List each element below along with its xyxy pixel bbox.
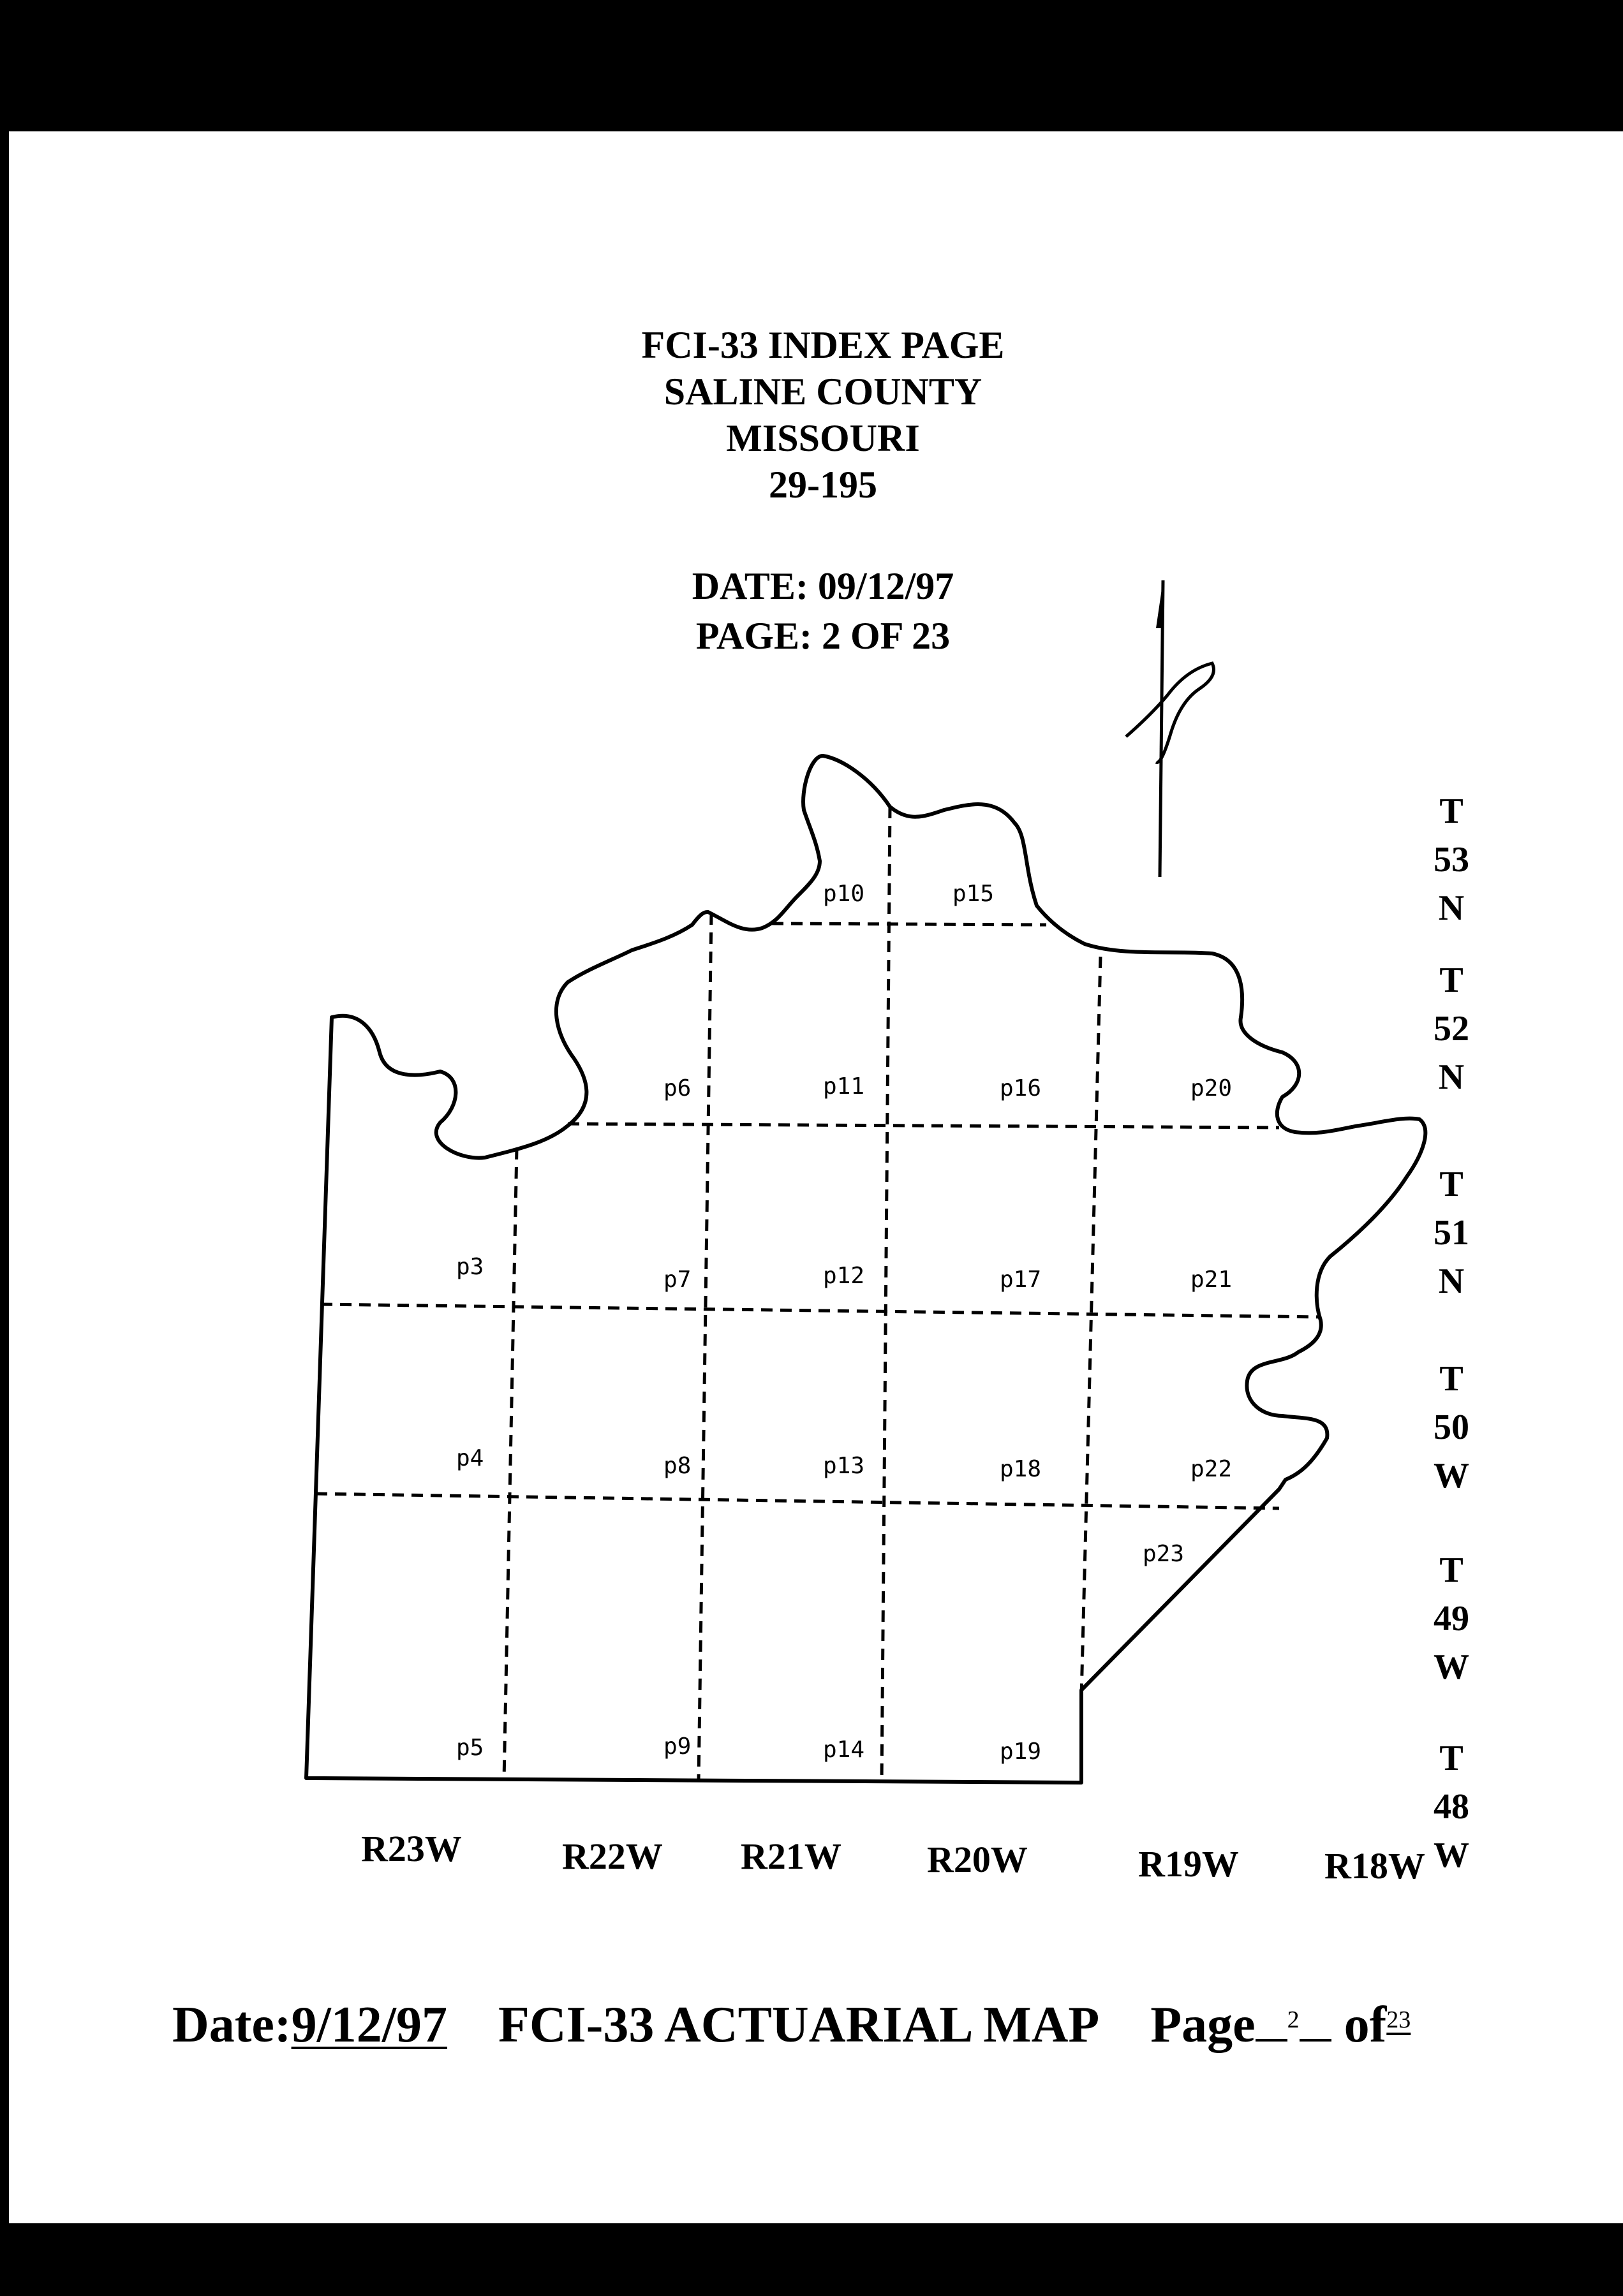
page-label: p12: [823, 1263, 865, 1289]
page-label: p20: [1190, 1075, 1233, 1101]
page-label: p22: [1190, 1456, 1233, 1482]
page-label: p10: [823, 881, 865, 907]
header-date: DATE: 09/12/97: [692, 565, 954, 607]
footer-of-label: of: [1344, 1997, 1387, 2053]
footer-page-number: 2: [1287, 2006, 1300, 2033]
township-label: T: [1439, 1359, 1464, 1399]
page-label: p23: [1143, 1541, 1185, 1567]
township-label: 53: [1434, 840, 1469, 879]
township-label: T: [1439, 1739, 1464, 1778]
range-label: R19W: [1138, 1843, 1239, 1885]
state-name: MISSOURI: [726, 417, 920, 459]
page-label: p19: [1000, 1739, 1042, 1765]
map-title: FCI-33 INDEX PAGE: [641, 324, 1005, 366]
page-label: p16: [1000, 1075, 1042, 1101]
township-label: W: [1434, 1647, 1469, 1687]
footer-page-label: Page: [1150, 1997, 1256, 2053]
page-label: p21: [1190, 1267, 1233, 1293]
north-arrow-icon: [1126, 580, 1214, 877]
page-label: p3: [456, 1254, 484, 1280]
header-page: PAGE: 2 OF 23: [695, 615, 951, 657]
page-label: p6: [663, 1075, 692, 1101]
page-label: p5: [456, 1735, 484, 1761]
grid-hline-4: [316, 1494, 1279, 1508]
grid-hline-2: [568, 1124, 1279, 1128]
township-label: N: [1438, 1057, 1465, 1097]
grid-hline-3: [321, 1304, 1321, 1317]
township-label: 52: [1434, 1009, 1469, 1049]
grid-hline-1: [772, 924, 1046, 925]
footer-date-label: Date:: [172, 1997, 292, 2053]
page-label: p4: [456, 1445, 484, 1471]
range-label: R20W: [927, 1839, 1028, 1880]
township-label: W: [1434, 1456, 1469, 1496]
township-label: 51: [1434, 1213, 1469, 1253]
township-label: T: [1439, 1550, 1464, 1590]
township-label: T: [1439, 1165, 1464, 1204]
page-label: p9: [663, 1733, 692, 1760]
page-label: p17: [1000, 1267, 1042, 1293]
township-label: 50: [1434, 1408, 1469, 1447]
township-label: W: [1434, 1836, 1469, 1875]
township-label: T: [1439, 960, 1464, 1000]
township-label: N: [1438, 888, 1465, 928]
page-label: p13: [823, 1453, 865, 1479]
township-label: 48: [1434, 1787, 1469, 1827]
page-label: p8: [663, 1453, 692, 1479]
township-label: 49: [1434, 1599, 1469, 1638]
grid-vline-4: [1081, 957, 1101, 1696]
county-code: 29-195: [769, 464, 877, 506]
range-label: R18W: [1324, 1845, 1425, 1887]
county-name: SALINE COUNTY: [663, 371, 982, 413]
footer-page-total: 23: [1386, 2006, 1411, 2033]
page-label: p14: [823, 1737, 865, 1763]
range-label: R23W: [361, 1828, 462, 1869]
range-label: R22W: [562, 1836, 663, 1877]
page-label: p11: [823, 1073, 865, 1100]
footer-line: [172, 1996, 1448, 2054]
range-labels: [361, 1828, 1425, 1887]
township-label: N: [1438, 1262, 1465, 1301]
footer-map-name: FCI-33 ACTUARIAL MAP: [498, 1997, 1100, 2053]
page-label: p7: [663, 1267, 692, 1293]
footer-date-value: 9/12/97: [291, 1997, 448, 2053]
grid-vline-2: [699, 913, 711, 1781]
grid-vline-1: [504, 1148, 517, 1779]
grid-vline-3: [882, 807, 890, 1782]
township-labels: [1434, 791, 1469, 1875]
page-label: p15: [952, 881, 995, 907]
range-label: R21W: [741, 1836, 841, 1877]
page-label: p18: [1000, 1456, 1042, 1482]
page-labels: [456, 881, 1232, 1765]
township-label: T: [1439, 791, 1464, 831]
